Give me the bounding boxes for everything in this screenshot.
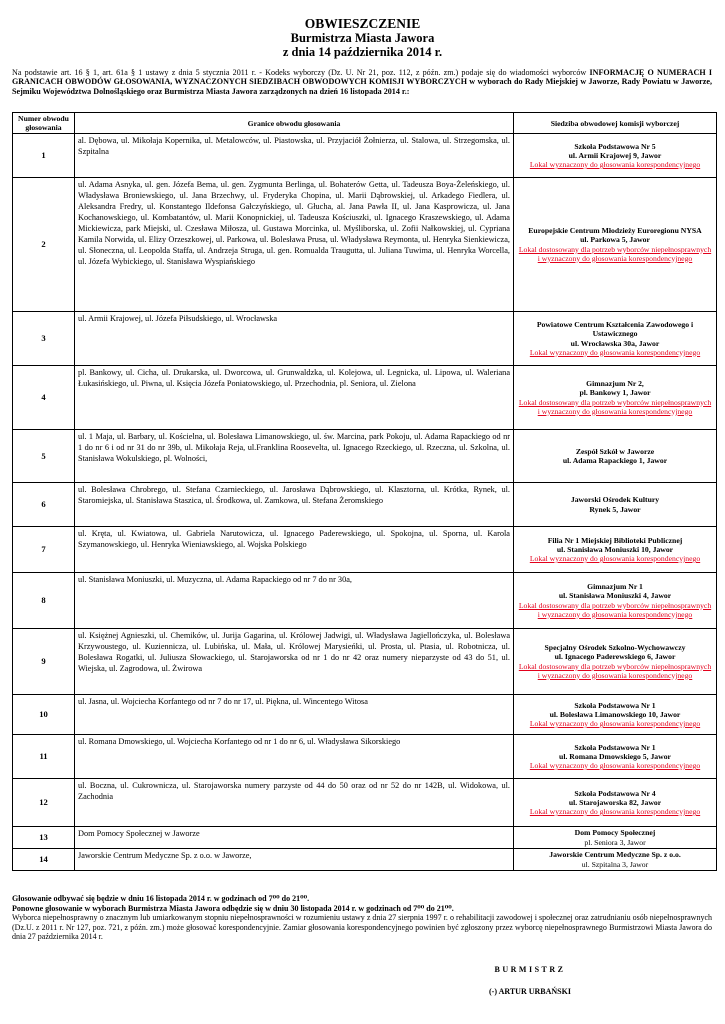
table-body [13,134,717,871]
seat-address: ul. Ignacego Paderewskiego 6, Jawor [554,652,676,662]
district-streets: ul. Armii Krajowej, ul. Józefa Piłsudskiego, ul. Wrocławska [75,312,514,366]
district-number: 9 [13,629,75,695]
seat-voting-note: Lokal dostosowany dla potrzeb wyborców niepełnosprawnych i wyznaczony do głosowania korespondencyjnego [518,661,712,680]
seat-name: Szkoła Podstawowa Nr 1 [574,700,656,710]
district-streets: ul. Jasna, ul. Wojciecha Korfantego od nr 7 do nr 17, ul. Piękna, ul. Wincentego Witosa [75,695,514,735]
commission-seat [514,312,717,366]
commission-seat [514,849,717,871]
seat-address: ul. Stanisława Moniuszki 4, Jawor [558,591,672,601]
signer-role: BURMISTRZ [494,965,566,974]
district-streets: ul. 1 Maja, ul. Barbary, ul. Kościelna, ul. Bolesława Limanowskiego, ul. św. Marcina, park Pokoju, ul. Adama Rapackiego od nr 1 do nr 6 i od nr 31 do nr 39b, ul. Mikołaja Reja, ul.Franklina Roosevelta, ul. Ignacego Rzeckiego, ul. Rzeczna, ul. Szkolna, ul. Stanisława Wokulskiego, pl. Wolności, [75,430,514,483]
district-number: 14 [13,849,75,871]
district-number: 12 [13,779,75,827]
seat-name: Gimnazjum Nr 2, [586,379,644,389]
district-streets: ul. Adama Asnyka, ul. gen. Józefa Bema, ul. gen. Zygmunta Berlinga, ul. Bohaterów Getta, ul. Tadeusza Boya-Żeleńskiego, ul. Władysława Broniewskiego, ul. Jana Brzechwy, ul. Fryderyka Chopina, ul. Marii Dąbrowskiej, ul. Arkadego Fiedlera, ul. Aleksandra Fredry, ul. Konstantego Ildefonsa Gałczyńskiego, ul. Głucha, al. Jana Pawła II, ul. Jana Kasprowicza, ul. Jana Kochanowskiego, ul. Kombatantów, ul. Marii Konopnickiej, ul. Tadeusza Kościuszki, ul. Ignacego Kraszewskiego, ul. Adama Mickiewicza, park Miejski, ul. Czesława Miłosza, ul. Gustawa Morcinka, ul. Myśliborska, ul. Zofii Nałkowskiej, ul. Cypriana Kamila Norwida, ul. Elizy Orzeszkowej, ul. Parkowa, ul. Bolesława Prusa, ul. Władysława Reymonta, ul. Henryka Sienkiewicza, ul. Słoneczna, ul. Leopolda Staffa, ul. Andrzeja Struga, ul. gen. Romualda Traugutta, ul. Juliana Tuwima, ul. Henryka Worcella, ul. Józefa Wybickiego, ul. Stanisława Wyspiańskiego [75,178,514,312]
seat-name: Gimnazjum Nr 1 [587,582,643,592]
table-row [13,573,717,629]
runoff-voting-hours: Ponowne głosowanie w wyborach Burmistrza Miasta Jawora odbędzie się w dniu 30 listopada 2014 r. w godzinach od 7⁰⁰ do 21⁰⁰. [12,903,454,913]
seat-address: ul. Bolesława Limanowskiego 10, Jawor [549,709,681,719]
seat-name: Szkoła Podstawowa Nr 5 [574,141,656,151]
table-row [13,134,717,178]
seat-name: Filia Nr 1 Miejskiej Biblioteki Publicznej [547,535,683,545]
district-number: 6 [13,483,75,527]
district-streets: ul. Księżnej Agnieszki, ul. Chemików, ul. Jurija Gagarina, ul. Królowej Jadwigi, ul. Władysława Jagiellończyka, ul. Bolesława Krzywoustego, ul. Kuziennicza, ul. Lubińska, ul. Mała, ul. Królowej Marysieńki, ul. Prosta, ul. Ptasia, ul. Robotnicza, ul. Bolesława Rogatki, ul. Juliusza Słowackiego, ul. Starojaworska od nr 1 do nr 42 oraz numery nieparzyste od 43 do 51, ul. Wiejska, ul. Zagrodowa, ul. Żwirowa [75,629,514,695]
seat-address: ul. Starojaworska 82, Jawor [568,797,662,807]
commission-seat [514,827,717,849]
seat-address: ul. Adama Rapackiego 1, Jawor [562,456,668,465]
table-row [13,827,717,849]
table-row [13,849,717,871]
disabled-voter-note: Wyborca niepełnosprawny o znacznym lub umiarkowanym stopniu niepełnosprawności w rozumieniu ustawy z dnia 27 sierpnia 1997 r. o rehabilitacji zawodowej i społecznej oraz zatrudnianiu osób niepełnosprawnych (Dz.U. z 2011 r. Nr 127, poz. 721, z późn. zm.) może głosować korespondencyjnie. Zamiar głosowania korespondencyjnego powinien być zgłoszony przez wyborcę niepełnosprawnego Burmistrzowi Miasta Jawora do dnia 27 października 2014 r. [12,913,712,942]
district-streets: pl. Bankowy, ul. Cicha, ul. Drukarska, ul. Dworcowa, ul. Grunwaldzka, ul. Kolejowa, ul. Legnicka, ul. Lipowa, ul. Waleriana Łukasińskiego, ul. Piwna, ul. Księcia Józefa Poniatowskiego, ul. Przechodnia, pl. Seniora, ul. Zielona [75,366,514,430]
commission-seat [514,735,717,779]
intro-paragraph [12,68,712,96]
seat-voting-note: Lokal wyznaczony do głosowania korespondencyjnego [529,160,701,170]
district-number: 11 [13,735,75,779]
seat-address: ul. Armii Krajowej 9, Jawor [568,150,662,160]
header-district-number: Numer obwodu głosowania [13,113,75,134]
commission-seat [514,695,717,735]
district-number: 7 [13,527,75,573]
seat-voting-note: Lokal wyznaczony do głosowania korespondencyjnego [529,761,701,771]
signer-name: (-) ARTUR URBAŃSKI [489,987,571,996]
seat-address: ul. Szpitalna 3, Jawor [581,859,649,869]
seat-name: Jaworskie Centrum Medyczne Sp. z o.o. [549,850,681,860]
district-streets: ul. Bolesława Chrobrego, ul. Stefana Czarnieckiego, ul. Jarosława Dąbrowskiego, ul. Klasztorna, ul. Krótka, Rynek, ul. Staromiejska, ul. Stanisława Staszica, ul. Środkowa, ul. Zamkowa, ul. Stefana Żeromskiego [75,483,514,527]
district-number: 8 [13,573,75,629]
seat-voting-note: Lokal dostosowany dla potrzeb wyborców niepełnosprawnych i wyznaczony do głosowania korespondencyjnego [518,600,712,619]
table-row [13,779,717,827]
district-number: 5 [13,430,75,483]
district-streets: Jaworskie Centrum Medyczne Sp. z o.o. w Jaworze, [75,849,514,871]
district-streets: ul. Romana Dmowskiego, ul. Wojciecha Korfantego od nr 1 do nr 6, ul. Władysława Sikorskiego [75,735,514,779]
district-number: 2 [13,178,75,312]
commission-seat [514,178,717,312]
table-row [13,178,717,312]
header-district-bounds: Granice obwodu głosowania [75,113,514,134]
footer-notes [12,894,712,942]
table-row [13,312,717,366]
district-streets: ul. Kręta, ul. Kwiatowa, ul. Gabriela Narutowicza, ul. Ignacego Paderewskiego, ul. Spokojna, ul. Sporna, ul. Karola Szymanowskiego, ul. Henryka Wieniawskiego, al. Wojska Polskiego [75,527,514,573]
document-title: OBWIESZCZENIE [304,16,421,31]
district-streets: Dom Pomocy Społecznej w Jaworze [75,827,514,849]
table-row [13,483,717,527]
voting-hours: Głosowanie odbywać się będzie w dniu 16 listopada 2014 r. w godzinach od 7⁰⁰ do 21⁰⁰. [12,894,310,903]
seat-name: Szkoła Podstawowa Nr 4 [574,788,656,798]
table-header-row [13,113,717,134]
seat-name: Jaworski Ośrodek Kultury [570,495,660,505]
document-subtitle: Burmistrza Miasta Jawora [290,31,435,45]
seat-address: ul. Parkowa 5, Jawor [580,235,650,245]
district-streets: al. Dębowa, ul. Mikołaja Kopernika, ul. Metalowców, ul. Piastowska, ul. Przyjaciół Żołnierza, ul. Stalowa, ul. Strzegomska, ul. Szpitalna [75,134,514,178]
intro-legal-basis: Na podstawie art. 16 § 1, art. 61a § 1 ustawy z dnia 5 stycznia 2011 r. - Kodeks wyborczy (Dz. U. Nr 21, poz. 112, z późn. zm.) podaje się do wiadomości wyborców [12,68,587,77]
commission-seat [514,366,717,430]
district-streets: ul. Stanisława Moniuszki, ul. Muzyczna, ul. Adama Rapackiego od nr 7 do nr 30a, [75,573,514,629]
seat-address: ul. Stanisława Moniuszki 10, Jawor [556,544,674,554]
district-number: 13 [13,827,75,849]
document-date: z dnia 14 października 2014 r. [282,45,443,59]
seat-address: Rynek 5, Jawor [589,504,641,514]
seat-voting-note: Lokal wyznaczony do głosowania korespondencyjnego [529,807,701,817]
seat-address: pl. Bankowy 1, Jawor [579,388,651,398]
seat-voting-note: Lokal wyznaczony do głosowania korespondencyjnego [529,347,701,357]
seat-name: Szkoła Podstawowa Nr 1 [574,742,656,752]
commission-seat [514,527,717,573]
seat-name: Zespół Szkół w Jaworze [575,446,655,456]
table-row [13,366,717,430]
commission-seat [514,779,717,827]
seat-address: ul. Romana Dmowskiego 5, Jawor [559,751,671,761]
header-commission-seat: Siedziba obwodowej komisji wyborczej [514,113,717,134]
table-row [13,527,717,573]
district-number: 10 [13,695,75,735]
seat-voting-note: Lokal dostosowany dla potrzeb wyborców niepełnosprawnych i wyznaczony do głosowania korespondencyjnego [518,244,712,263]
commission-seat [514,134,717,178]
table-row [13,629,717,695]
district-number: 4 [13,366,75,430]
commission-seat [514,629,717,695]
table-row [13,695,717,735]
district-number: 1 [13,134,75,178]
seat-name: Europejskie Centrum Młodzieży Euroregionu NYSA [528,226,702,236]
intro-bold-info: INFORMACJĘ O NUMERACH I GRANICACH OBWODÓW GŁOSOWANIA, WYZNACZONYCH SIEDZIBACH OBWODOWYCH KOMISJI WYBORCZYCH w wyborach do Rady Miejskiej w Jaworze, Rady Powiatu w Jaworze, Sejmiku Województwa Dolnośląskiego oraz Burmistrza Miasta Jawora zarządzonych na dzień 16 listopada 2014 r.: [12,68,712,96]
seat-voting-note: Lokal wyznaczony do głosowania korespondencyjnego [529,554,701,564]
table-row [13,735,717,779]
seat-address: ul. Wrocławska 30a, Jawor [570,338,660,348]
commission-seat [514,430,717,483]
commission-seat [514,573,717,629]
commission-seat [514,483,717,527]
seat-voting-note: Lokal wyznaczony do głosowania korespondencyjnego [529,719,701,729]
district-streets: ul. Boczna, ul. Cukrownicza, ul. Starojaworska numery parzyste od 44 do 50 oraz od nr 52 do nr 142B, ul. Widokowa, ul. Zachodnia [75,779,514,827]
seat-name: Powiatowe Centrum Kształcenia Zawodowego i Ustawicznego [536,320,694,339]
table-row [13,430,717,483]
seat-name: Specjalny Ośrodek Szkolno-Wychowawczy [544,643,686,653]
districts-table [12,112,717,871]
seat-address: pl. Seniora 3, Jawor [584,837,646,847]
district-number: 3 [13,312,75,366]
seat-voting-note: Lokal dostosowany dla potrzeb wyborców niepełnosprawnych i wyznaczony do głosowania korespondencyjnego [518,397,712,416]
seat-name: Dom Pomocy Społecznej [574,828,656,838]
